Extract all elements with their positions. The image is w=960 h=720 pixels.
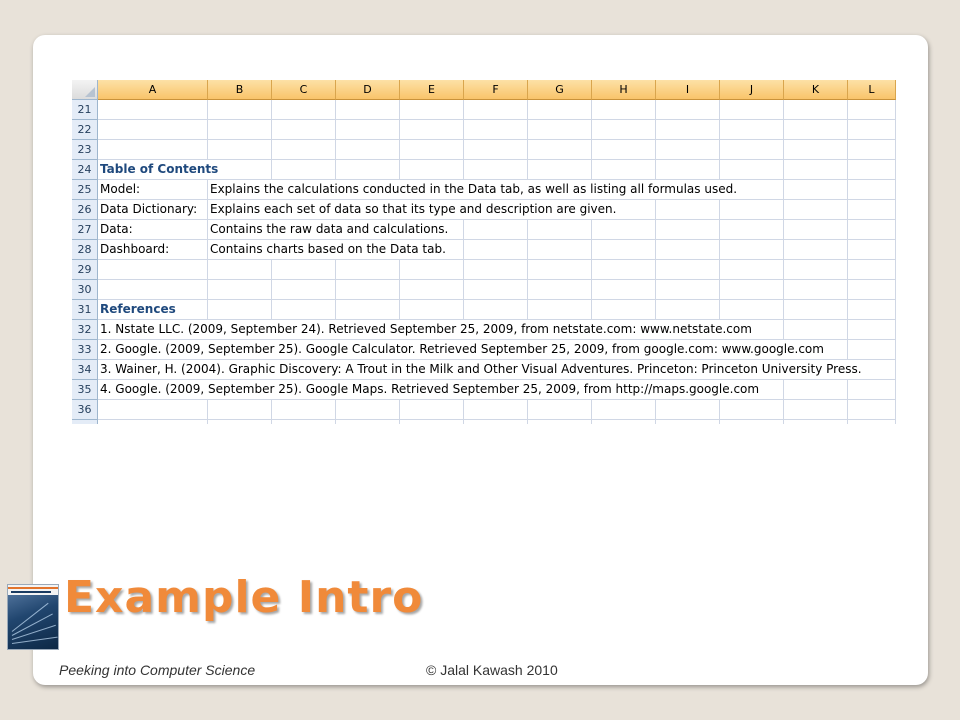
cell-l[interactable] <box>848 400 896 420</box>
row-header[interactable]: 22 <box>72 120 98 140</box>
row-header[interactable]: 34 <box>72 360 98 380</box>
reference-entry: 1. Nstate LLC. (2009, September 24). Retrieved September 25, 2009, from netstate.com: www.netstate.com <box>98 320 752 339</box>
cell-i[interactable] <box>656 260 720 280</box>
sheet-row <box>72 380 896 400</box>
cell-g[interactable] <box>528 260 592 280</box>
cell-d[interactable] <box>336 120 400 140</box>
cell-i[interactable] <box>656 300 720 320</box>
column-header-b[interactable]: B <box>208 80 272 100</box>
sheet-row <box>72 340 896 360</box>
cell-k[interactable] <box>784 120 848 140</box>
cell-j[interactable] <box>720 240 784 260</box>
row-header[interactable]: 25 <box>72 180 98 200</box>
cell-b[interactable] <box>208 260 272 280</box>
sheet-row <box>72 120 896 140</box>
cell-h[interactable] <box>592 140 656 160</box>
cell-g[interactable] <box>528 100 592 120</box>
toc-description: Explains the calculations conducted in the Data tab, as well as listing all formulas used. <box>208 180 737 199</box>
sheet-row <box>72 300 896 320</box>
cell-l[interactable] <box>848 320 896 340</box>
cell-l[interactable] <box>848 380 896 400</box>
cell-f[interactable] <box>464 240 528 260</box>
cell-l[interactable] <box>848 240 896 260</box>
book-cover-title-strip <box>11 591 51 593</box>
column-header-i[interactable]: I <box>656 80 720 100</box>
column-header-l[interactable]: L <box>848 80 896 100</box>
cell-k[interactable] <box>784 200 848 220</box>
row-header[interactable]: 26 <box>72 200 98 220</box>
cell-i[interactable] <box>656 160 720 180</box>
cell-f[interactable] <box>464 260 528 280</box>
cell-h[interactable] <box>592 260 656 280</box>
cell-k[interactable] <box>784 140 848 160</box>
column-header-d[interactable]: D <box>336 80 400 100</box>
sheet-row <box>72 220 896 240</box>
cell-c[interactable] <box>272 120 336 140</box>
sheet-row <box>72 160 896 180</box>
cell-k[interactable] <box>784 320 848 340</box>
cell-b[interactable] <box>208 100 272 120</box>
select-all-corner[interactable] <box>72 80 98 100</box>
book-cover-band <box>8 587 58 589</box>
row-header[interactable]: 29 <box>72 260 98 280</box>
row-header[interactable]: 31 <box>72 300 98 320</box>
row-header[interactable]: 23 <box>72 140 98 160</box>
cell-k[interactable] <box>784 300 848 320</box>
cell-d[interactable] <box>336 160 400 180</box>
cell-j[interactable] <box>720 160 784 180</box>
cell-i[interactable] <box>656 200 720 220</box>
cell-i[interactable] <box>656 400 720 420</box>
cell-a[interactable] <box>98 420 208 424</box>
cell-c[interactable] <box>272 420 336 424</box>
cell-i[interactable] <box>656 280 720 300</box>
row-header[interactable]: 35 <box>72 380 98 400</box>
cell-b[interactable] <box>208 300 272 320</box>
cell-e[interactable] <box>400 140 464 160</box>
cell-l[interactable] <box>848 300 896 320</box>
column-header-g[interactable]: G <box>528 80 592 100</box>
row-header[interactable]: 27 <box>72 220 98 240</box>
toc-label: Dashboard: <box>98 240 169 259</box>
cell-l[interactable] <box>848 340 896 360</box>
cell-c[interactable] <box>272 280 336 300</box>
cell-j[interactable] <box>720 140 784 160</box>
cell-j[interactable] <box>720 420 784 424</box>
cell-g[interactable] <box>528 120 592 140</box>
cell-l[interactable] <box>848 160 896 180</box>
slide-title: Example Intro <box>64 572 424 623</box>
cell-h[interactable] <box>592 100 656 120</box>
cell-f[interactable] <box>464 120 528 140</box>
cell-l[interactable] <box>848 120 896 140</box>
cell-f[interactable] <box>464 300 528 320</box>
cell-g[interactable] <box>528 300 592 320</box>
toc-label: Model: <box>98 180 140 199</box>
sheet-row <box>72 140 896 160</box>
footer-course-name: Peeking into Computer Science <box>59 662 256 678</box>
row-header[interactable]: 36 <box>72 400 98 420</box>
sheet-row <box>72 180 896 200</box>
column-header-j[interactable]: J <box>720 80 784 100</box>
cell-c[interactable] <box>272 140 336 160</box>
cell-g[interactable] <box>528 420 592 424</box>
cell-j[interactable] <box>720 280 784 300</box>
cell-b[interactable] <box>208 120 272 140</box>
cell-d[interactable] <box>336 280 400 300</box>
cell-a[interactable] <box>98 260 208 280</box>
cell-f[interactable] <box>464 160 528 180</box>
select-all-triangle-icon <box>85 87 95 97</box>
cell-b[interactable] <box>208 140 272 160</box>
cell-e[interactable] <box>400 120 464 140</box>
cell-a[interactable] <box>98 140 208 160</box>
cell-b[interactable] <box>208 280 272 300</box>
cell-c[interactable] <box>272 100 336 120</box>
cell-a[interactable] <box>98 120 208 140</box>
column-header-h[interactable]: H <box>592 80 656 100</box>
row-header[interactable]: 30 <box>72 280 98 300</box>
cell-g[interactable] <box>528 160 592 180</box>
cell-j[interactable] <box>720 200 784 220</box>
cell-c[interactable] <box>272 300 336 320</box>
cell-k[interactable] <box>784 260 848 280</box>
cell-h[interactable] <box>592 240 656 260</box>
cell-k[interactable] <box>784 160 848 180</box>
cell-g[interactable] <box>528 220 592 240</box>
cell-g[interactable] <box>528 400 592 420</box>
cell-d[interactable] <box>336 300 400 320</box>
column-header-e[interactable]: E <box>400 80 464 100</box>
cell-e[interactable] <box>400 160 464 180</box>
cell-g[interactable] <box>528 280 592 300</box>
toc-label: Data: <box>98 220 133 239</box>
row-header[interactable]: 21 <box>72 100 98 120</box>
cell-k[interactable] <box>784 380 848 400</box>
reference-entry: 2. Google. (2009, September 25). Google Calculator. Retrieved September 25, 2009, from google.com: www.google.com <box>98 340 824 359</box>
cell-l[interactable] <box>848 260 896 280</box>
cell-c[interactable] <box>272 160 336 180</box>
cell-f[interactable] <box>464 420 528 424</box>
cell-d[interactable] <box>336 260 400 280</box>
cell-h[interactable] <box>592 280 656 300</box>
cell-f[interactable] <box>464 220 528 240</box>
cell-l[interactable] <box>848 280 896 300</box>
sheet-row <box>72 320 896 340</box>
cell-k[interactable] <box>784 420 848 424</box>
cell-h[interactable] <box>592 400 656 420</box>
column-header-k[interactable]: K <box>784 80 848 100</box>
cell-d[interactable] <box>336 100 400 120</box>
row-header[interactable]: 32 <box>72 320 98 340</box>
cell-j[interactable] <box>720 100 784 120</box>
cell-d[interactable] <box>336 420 400 424</box>
toc-description: Explains each set of data so that its type and description are given. <box>208 200 616 219</box>
cell-g[interactable] <box>528 140 592 160</box>
cell-e[interactable] <box>400 280 464 300</box>
sheet-row <box>72 200 896 220</box>
cell-a[interactable] <box>98 100 208 120</box>
toc-label: Data Dictionary: <box>98 200 197 219</box>
sheet-row <box>72 360 896 380</box>
cell-f[interactable] <box>464 140 528 160</box>
toc-description: Contains charts based on the Data tab. <box>208 240 446 259</box>
cell-h[interactable] <box>592 300 656 320</box>
book-cover-image <box>7 584 59 650</box>
cell-k[interactable] <box>784 400 848 420</box>
cell-j[interactable] <box>720 300 784 320</box>
cell-i[interactable] <box>656 240 720 260</box>
cell-c[interactable] <box>272 400 336 420</box>
row-header[interactable]: 28 <box>72 240 98 260</box>
cell-e[interactable] <box>400 100 464 120</box>
spreadsheet-screenshot <box>72 80 896 424</box>
cell-l[interactable] <box>848 200 896 220</box>
cell-d[interactable] <box>336 400 400 420</box>
cell-i[interactable] <box>656 220 720 240</box>
cell-l[interactable] <box>848 420 896 424</box>
cell-k[interactable] <box>784 180 848 200</box>
sheet-row <box>72 280 896 300</box>
cell-h[interactable] <box>592 220 656 240</box>
cell-c[interactable] <box>272 260 336 280</box>
cell-h[interactable] <box>592 120 656 140</box>
cell-e[interactable] <box>400 300 464 320</box>
cell-k[interactable] <box>784 240 848 260</box>
cell-f[interactable] <box>464 280 528 300</box>
cell-i[interactable] <box>656 120 720 140</box>
cell-d[interactable] <box>336 140 400 160</box>
row-header[interactable]: 33 <box>72 340 98 360</box>
cell-a[interactable] <box>98 400 208 420</box>
toc-description: Contains the raw data and calculations. <box>208 220 448 239</box>
cell-i[interactable] <box>656 140 720 160</box>
cell-h[interactable] <box>592 420 656 424</box>
reference-entry: 3. Wainer, H. (2004). Graphic Discovery: A Trout in the Milk and Other Visual Adventures. Princeton: Princeton University Press. <box>98 360 862 379</box>
cell-j[interactable] <box>720 400 784 420</box>
cell-h[interactable] <box>592 160 656 180</box>
sheet-row <box>72 400 896 420</box>
cell-j[interactable] <box>720 120 784 140</box>
row-header[interactable] <box>72 420 98 424</box>
sheet-row <box>72 240 896 260</box>
cell-a[interactable] <box>98 280 208 300</box>
sheet-row <box>72 420 896 424</box>
reference-entry: 4. Google. (2009, September 25). Google Maps. Retrieved September 25, 2009, from http://maps.google.com <box>98 380 759 399</box>
cell-b[interactable] <box>208 420 272 424</box>
cell-j[interactable] <box>720 260 784 280</box>
cell-i[interactable] <box>656 100 720 120</box>
cell-j[interactable] <box>720 220 784 240</box>
row-header[interactable]: 24 <box>72 160 98 180</box>
cell-g[interactable] <box>528 240 592 260</box>
column-header-c[interactable]: C <box>272 80 336 100</box>
section-heading: References <box>98 300 176 319</box>
cell-l[interactable] <box>848 140 896 160</box>
sheet-row <box>72 100 896 120</box>
cell-l[interactable] <box>848 220 896 240</box>
cell-f[interactable] <box>464 100 528 120</box>
footer-copyright: © Jalal Kawash 2010 <box>426 662 558 678</box>
cell-k[interactable] <box>784 280 848 300</box>
cell-i[interactable] <box>656 420 720 424</box>
column-header-a[interactable]: A <box>98 80 208 100</box>
cell-e[interactable] <box>400 400 464 420</box>
cell-e[interactable] <box>400 420 464 424</box>
section-heading: Table of Contents <box>98 160 218 179</box>
cell-l[interactable] <box>848 180 896 200</box>
sheet-row <box>72 260 896 280</box>
cell-b[interactable] <box>208 400 272 420</box>
cell-f[interactable] <box>464 400 528 420</box>
cell-k[interactable] <box>784 220 848 240</box>
cell-e[interactable] <box>400 260 464 280</box>
cell-l[interactable] <box>848 100 896 120</box>
cell-k[interactable] <box>784 100 848 120</box>
column-header-row <box>72 80 896 100</box>
column-header-f[interactable]: F <box>464 80 528 100</box>
